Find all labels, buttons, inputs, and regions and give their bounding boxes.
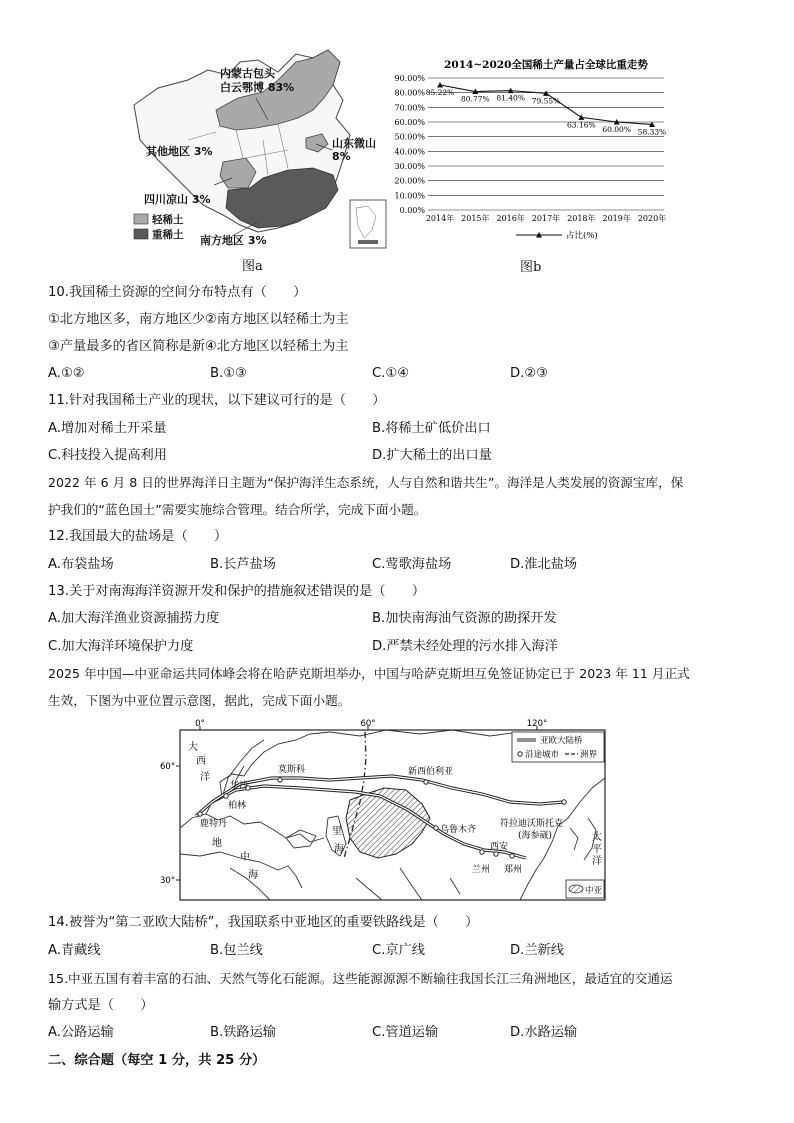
legend-label: 占比(%) [566, 231, 598, 241]
x-tick-label: 2016年 [496, 214, 525, 223]
q13-option-c[interactable]: C.加大海洋环境保护力度 [48, 639, 194, 654]
x-tick-label: 2019年 [602, 214, 631, 223]
line-chart [386, 52, 676, 244]
q14-stem: 14.被誉为“第二亚欧大陆桥”，我国联系中亚地区的重要铁路线是（ ） [48, 915, 479, 930]
chart-title: 2014~2020全国稀土产量占全球比重走势 [444, 59, 648, 71]
q12-option-d[interactable]: D.淮北盐场 [510, 557, 578, 572]
q15-option-a[interactable]: A.公路运输 [48, 1025, 114, 1040]
city-berlin [224, 794, 228, 798]
q14-option-c[interactable]: C.京广线 [372, 943, 425, 958]
label-novosibirsk: 新西伯利亚 [408, 767, 454, 777]
city-rotterdam [198, 812, 202, 816]
q10-statements-2: ③产量最多的省区简称是新④北方地区以轻稀土为主 [48, 339, 349, 354]
y-tick-label: 10.00% [394, 191, 425, 201]
legend-heavy-swatch [134, 229, 148, 239]
q10-option-a[interactable]: A.①② [48, 366, 85, 381]
q10-stem: 10.我国稀土资源的空间分布特点有（ ） [48, 285, 307, 300]
label-caspian-2: 海 [334, 844, 344, 855]
legend-light-label: 轻稀土 [152, 214, 184, 226]
lon-label-0: 0° [195, 719, 205, 729]
central-asia-map [160, 718, 612, 904]
q11-option-c[interactable]: C.科技投入提高利用 [48, 448, 167, 463]
label-sichuan: 四川凉山 3% [144, 193, 211, 206]
label-shandong [332, 137, 376, 163]
label-south: 南方地区 3% [200, 234, 267, 247]
section-2-heading: 二、综合题（每空 1 分，共 25 分） [48, 1053, 266, 1068]
figure-a [128, 40, 390, 252]
city-lanzhou [480, 850, 484, 854]
lat-label-60: 60° [160, 762, 176, 772]
q13-option-d[interactable]: D.严禁未经处理的污水排入海洋 [372, 639, 558, 654]
lat-label-30: 30° [160, 876, 176, 886]
label-lanzhou: 兰州 [472, 865, 491, 875]
q10-statements-1: ①北方地区多，南方地区少②南方地区以轻稀土为主 [48, 312, 349, 327]
x-tick-label: 2014年 [425, 214, 455, 223]
y-tick-label: 50.00% [394, 132, 425, 142]
q12-option-a[interactable]: A.布袋盐场 [48, 557, 114, 572]
intro1-line2: 护我们的“蓝色国土”需要实施综合管理。结合所学，完成下面小题。 [48, 502, 427, 517]
q11-stem: 11.针对我国稀土产业的现状，以下建议可行的是（ ） [48, 393, 386, 408]
label-vladivostok-alt: (海参崴) [518, 831, 553, 841]
q13-stem: 13.关于对南海海洋资源开发和保护的措施叙述错误的是（ ） [48, 584, 426, 599]
data-label: 63.16% [567, 120, 596, 130]
intro2-line1: 2025 年中国—中亚命运共同体峰会将在哈萨克斯坦举办，中国与哈萨克斯坦互免签证协定已于 2023 年 11 月正式 [48, 666, 690, 681]
q15-option-d[interactable]: D.水路运输 [510, 1025, 578, 1040]
data-label: 79.55% [531, 96, 561, 106]
y-tick-label: 80.00% [394, 88, 425, 98]
y-tick-label: 90.00% [394, 74, 425, 83]
figure-b [386, 52, 676, 244]
q12-stem: 12.我国最大的盐场是（ ） [48, 529, 228, 544]
lon-label-60: 60° [360, 719, 376, 729]
y-tick-label: 30.00% [394, 162, 425, 171]
q10-option-b[interactable]: B.①③ [210, 366, 247, 381]
x-tick-label: 2018年 [567, 214, 596, 223]
q10-option-d[interactable]: D.②③ [510, 366, 548, 381]
y-tick-label: 70.00% [394, 103, 425, 113]
q15-stem-line2: 输方式是（ ） [48, 998, 154, 1013]
q13-option-b[interactable]: B.加快南海油气资源的勘探开发 [372, 611, 557, 626]
q11-option-d[interactable]: D.扩大稀土的出口量 [372, 448, 492, 463]
legend-boundary-label: 洲界 [580, 750, 598, 760]
city-vladivostok [562, 800, 566, 804]
data-label: 58.33% [637, 127, 667, 137]
city-zhengzhou [510, 854, 514, 858]
legend-bridge-label: 亚欧大陆桥 [540, 736, 583, 746]
label-inner-mongolia-line2: 白云鄂博 83% [220, 81, 295, 94]
label-zhengzhou: 郑州 [504, 865, 523, 875]
q14-option-b[interactable]: B.包兰线 [210, 943, 263, 958]
lon-label-120: 120° [526, 719, 548, 729]
intro2-line2: 生效，下图为中亚位置示意图，据此，完成下面小题。 [48, 693, 351, 708]
y-tick-label: 0.00% [399, 206, 425, 215]
label-moscow: 莫斯科 [278, 765, 306, 775]
x-tick-label: 2020年 [637, 214, 667, 223]
q14-option-a[interactable]: A.青藏线 [48, 943, 101, 958]
label-rotterdam: 鹿特丹 [200, 819, 228, 829]
data-label: 80.77% [461, 94, 490, 104]
q15-option-c[interactable]: C.管道运输 [372, 1025, 439, 1040]
label-caspian-1: 里 [332, 826, 342, 837]
q14-option-d[interactable]: D.兰新线 [510, 943, 564, 958]
label-inner-mongolia [220, 67, 294, 95]
label-other-regions: 其他地区 3% [146, 145, 213, 158]
label-atlantic-1: 大 [188, 742, 198, 753]
city-novosibirsk [424, 780, 428, 784]
label-berlin: 柏林 [228, 801, 247, 811]
y-tick-label: 60.00% [394, 118, 425, 127]
label-urumqi: 乌鲁木齐 [440, 825, 477, 835]
label-warsaw: 华沙 [230, 781, 249, 791]
q11-option-b[interactable]: B.将稀土矿低价出口 [372, 421, 491, 436]
label-atlantic-2: 西 [196, 756, 206, 767]
data-label: 85.22% [425, 88, 455, 98]
label-pacific-3: 洋 [592, 856, 602, 867]
figure-a-caption: 图a [242, 259, 263, 274]
legend-heavy-label: 重稀土 [152, 229, 184, 241]
q10-option-c[interactable]: C.①④ [372, 366, 410, 381]
q11-option-a[interactable]: A.增加对稀土开采量 [48, 421, 167, 436]
data-point [437, 82, 443, 88]
x-tick-label: 2017年 [531, 214, 561, 223]
label-med-1: 地 [212, 838, 222, 849]
label-xian: 西安 [490, 842, 509, 852]
city-moscow [278, 778, 282, 782]
label-inner-mongolia-line1: 内蒙古包头 [220, 67, 275, 80]
city-urumqi [434, 826, 438, 830]
legend-light-swatch [134, 214, 148, 224]
label-shandong-line1: 山东微山 [332, 137, 376, 150]
q12-option-b[interactable]: B.长芦盐场 [210, 557, 276, 572]
q12-option-c[interactable]: C.莺歌海盐场 [372, 557, 452, 572]
label-atlantic-3: 洋 [200, 772, 210, 783]
y-tick-label: 20.00% [394, 176, 425, 186]
legend-city-icon [518, 752, 522, 756]
figure-b-caption: 图b [520, 260, 542, 275]
city-xian [494, 852, 498, 856]
label-shandong-line2: 8% [332, 150, 351, 163]
legend-city-label: 沿途城市 [525, 750, 560, 760]
y-tick-label: 40.00% [394, 147, 425, 157]
intro1-line1: 2022 年 6 月 8 日的世界海洋日主题为“保护海洋生态系统，人与自然和谐共生”。海洋是人类发展的资源宝库，保 [48, 475, 684, 490]
central-asia-map-svg [160, 718, 612, 904]
x-tick-label: 2015年 [461, 214, 490, 223]
data-label: 60.00% [602, 125, 631, 134]
label-med-2: 中 [240, 852, 250, 863]
label-med-3: 海 [248, 870, 258, 881]
legend-ca-label: 中亚 [585, 886, 603, 896]
data-label: 81.40% [496, 93, 525, 103]
label-pacific-2: 平 [592, 844, 602, 855]
q15-stem-line1: 15.中亚五国有着丰富的石油、天然气等化石能源。这些能源源源不断输往我国长江三角洲地区，最适宜的交通运 [48, 971, 673, 986]
label-pacific-1: 太 [592, 832, 602, 843]
q15-option-b[interactable]: B.铁路运输 [210, 1025, 276, 1040]
label-vladivostok: 符拉迪沃斯托克 [500, 819, 564, 829]
q13-option-a[interactable]: A.加大海洋渔业资源捕捞力度 [48, 611, 220, 626]
